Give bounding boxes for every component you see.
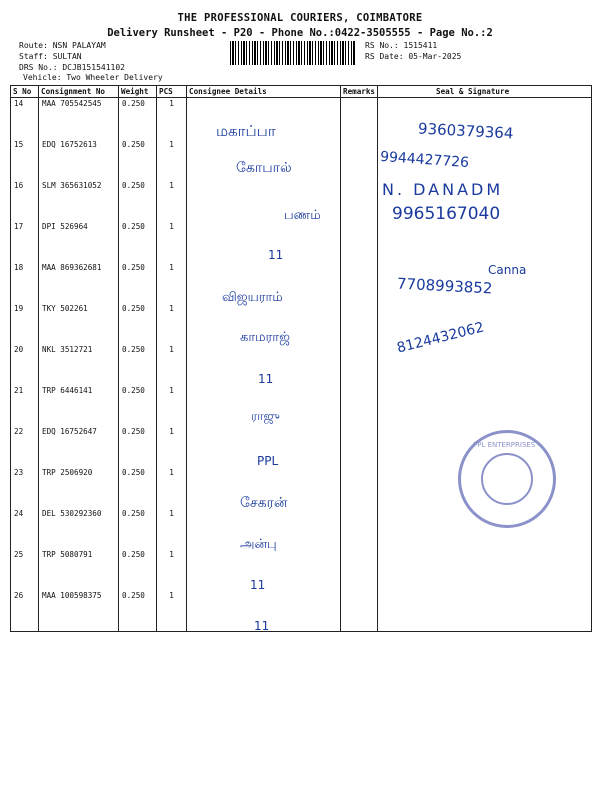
weight-cell: 0.250 <box>119 508 157 549</box>
remarks-cell <box>341 344 378 385</box>
consignee-hand-21: ராஜு <box>251 409 280 423</box>
vehicle-text: Vehicle: Two Wheeler Delivery <box>23 73 163 82</box>
table-row <box>11 385 592 426</box>
signature-cell <box>378 221 592 262</box>
sno-cell: 19 <box>11 303 39 344</box>
pcs-cell: 1 <box>157 139 187 180</box>
consignment-cell: DPI 526964 <box>39 221 119 262</box>
remarks-cell <box>341 262 378 303</box>
signature-phone-15: 9944427726 <box>379 148 470 172</box>
route-text: Route: NSN PALAYAM <box>19 41 106 50</box>
signature-phone-16: 9965167040 <box>392 204 501 224</box>
header-consignment: Consignment No <box>39 86 119 98</box>
consignee-hand-19: காமராஜ் <box>240 330 290 345</box>
remarks-cell <box>341 426 378 467</box>
remarks-cell <box>341 221 378 262</box>
company-seal-text: PPL ENTERPRISES <box>473 441 536 449</box>
weight-cell: 0.250 <box>119 221 157 262</box>
consignment-cell: MAA 705542545 <box>39 98 119 140</box>
pcs-cell: 1 <box>157 426 187 467</box>
consignment-cell: TKY 502261 <box>39 303 119 344</box>
sno-cell: 23 <box>11 467 39 508</box>
pcs-cell: 1 <box>157 549 187 590</box>
weight-cell: 0.250 <box>119 549 157 590</box>
consignee-hand-16: பணம் <box>284 208 321 223</box>
table-row <box>11 590 592 632</box>
company-seal <box>458 430 556 528</box>
weight-cell: 0.250 <box>119 262 157 303</box>
consignment-cell: MAA 100598375 <box>39 590 119 632</box>
pcs-cell: 1 <box>157 98 187 140</box>
consignment-cell: TRP 2506920 <box>39 467 119 508</box>
weight-cell: 0.250 <box>119 303 157 344</box>
pcs-cell: 1 <box>157 221 187 262</box>
signature-phone-19: 8124432062 <box>395 319 486 357</box>
weight-cell: 0.250 <box>119 426 157 467</box>
consignment-cell: TRP 6446141 <box>39 385 119 426</box>
consignee-hand-15: கோபால் <box>236 160 292 176</box>
pcs-cell: 1 <box>157 180 187 221</box>
sno-cell: 17 <box>11 221 39 262</box>
consignee-cell <box>187 221 341 262</box>
rs-no-text: RS No.: 1515411 <box>365 41 438 50</box>
header-sno: S No <box>11 86 39 98</box>
runsheet-table <box>10 85 592 632</box>
pcs-cell: 1 <box>157 344 187 385</box>
consignee-hand-20: 11 <box>258 372 274 386</box>
rs-date-text: RS Date: 05-Mar-2025 <box>365 52 462 61</box>
sno-cell: 18 <box>11 262 39 303</box>
signature-phone-14: 9360379364 <box>417 119 514 143</box>
table-row <box>11 221 592 262</box>
consignee-hand-22: PPL <box>257 454 279 468</box>
consignee-hand-18: விஜயராம் <box>222 290 283 305</box>
remarks-cell <box>341 98 378 140</box>
weight-cell: 0.250 <box>119 139 157 180</box>
remarks-cell <box>341 180 378 221</box>
runsheet-title: THE PROFESSIONAL COURIERS, COIMBATORE <box>177 12 423 24</box>
sno-cell: 26 <box>11 590 39 632</box>
header-seal: Seal & Signature <box>378 86 592 98</box>
runsheet-subtitle: Delivery Runsheet - P20 - Phone No.:0422-3505555 - Page No.:2 <box>107 27 493 39</box>
header-consignee: Consignee Details <box>187 86 341 98</box>
signature-cell <box>378 549 592 590</box>
sno-cell: 22 <box>11 426 39 467</box>
consignment-cell: NKL 3512721 <box>39 344 119 385</box>
barcode <box>230 41 356 65</box>
table-row <box>11 344 592 385</box>
pcs-cell: 1 <box>157 467 187 508</box>
consignment-cell: TRP 5080791 <box>39 549 119 590</box>
pcs-cell: 1 <box>157 508 187 549</box>
pcs-cell: 1 <box>157 262 187 303</box>
weight-cell: 0.250 <box>119 385 157 426</box>
consignment-cell: DEL 530292360 <box>39 508 119 549</box>
weight-cell: 0.250 <box>119 590 157 632</box>
remarks-cell <box>341 549 378 590</box>
signature-cell <box>378 590 592 632</box>
remarks-cell <box>341 303 378 344</box>
staff-text: Staff: SULTAN <box>19 52 82 61</box>
header-pcs: PCS <box>157 86 187 98</box>
remarks-cell <box>341 139 378 180</box>
remarks-cell <box>341 590 378 632</box>
table-header-row <box>11 86 592 98</box>
pcs-cell: 1 <box>157 303 187 344</box>
sno-cell: 14 <box>11 98 39 140</box>
drs-text: DRS No.: DCJB151541102 <box>19 63 125 72</box>
table-row <box>11 139 592 180</box>
consignee-hand-24: அன்பு <box>240 537 277 552</box>
consignee-hand-14: மகாப்பா <box>216 122 276 140</box>
company-seal-inner <box>481 453 533 505</box>
weight-cell: 0.250 <box>119 467 157 508</box>
sno-cell: 25 <box>11 549 39 590</box>
sno-cell: 20 <box>11 344 39 385</box>
signature-name-16: N. DANADM <box>382 180 504 199</box>
consignee-hand-25: 11 <box>250 578 266 592</box>
weight-cell: 0.250 <box>119 180 157 221</box>
pcs-cell: 1 <box>157 385 187 426</box>
weight-cell: 0.250 <box>119 98 157 140</box>
consignment-cell: EDQ 16752613 <box>39 139 119 180</box>
pcs-cell: 1 <box>157 590 187 632</box>
signature-name-18: Canna <box>488 263 527 277</box>
consignee-hand-23: சேகரன் <box>240 495 288 511</box>
header-weight: Weight <box>119 86 157 98</box>
sno-cell: 16 <box>11 180 39 221</box>
consignee-hand-17: 11 <box>268 248 284 262</box>
signature-cell <box>378 385 592 426</box>
consignment-cell: MAA 869362681 <box>39 262 119 303</box>
weight-cell: 0.250 <box>119 344 157 385</box>
consignment-cell: SLM 365631052 <box>39 180 119 221</box>
sno-cell: 24 <box>11 508 39 549</box>
table-row <box>11 303 592 344</box>
consignee-hand-26: 11 <box>254 619 270 633</box>
table-row <box>11 549 592 590</box>
remarks-cell <box>341 467 378 508</box>
header-remarks: Remarks <box>341 86 378 98</box>
consignment-cell: EDQ 16752647 <box>39 426 119 467</box>
remarks-cell <box>341 508 378 549</box>
remarks-cell <box>341 385 378 426</box>
sno-cell: 21 <box>11 385 39 426</box>
signature-phone-18: 7708993852 <box>396 274 493 298</box>
sno-cell: 15 <box>11 139 39 180</box>
